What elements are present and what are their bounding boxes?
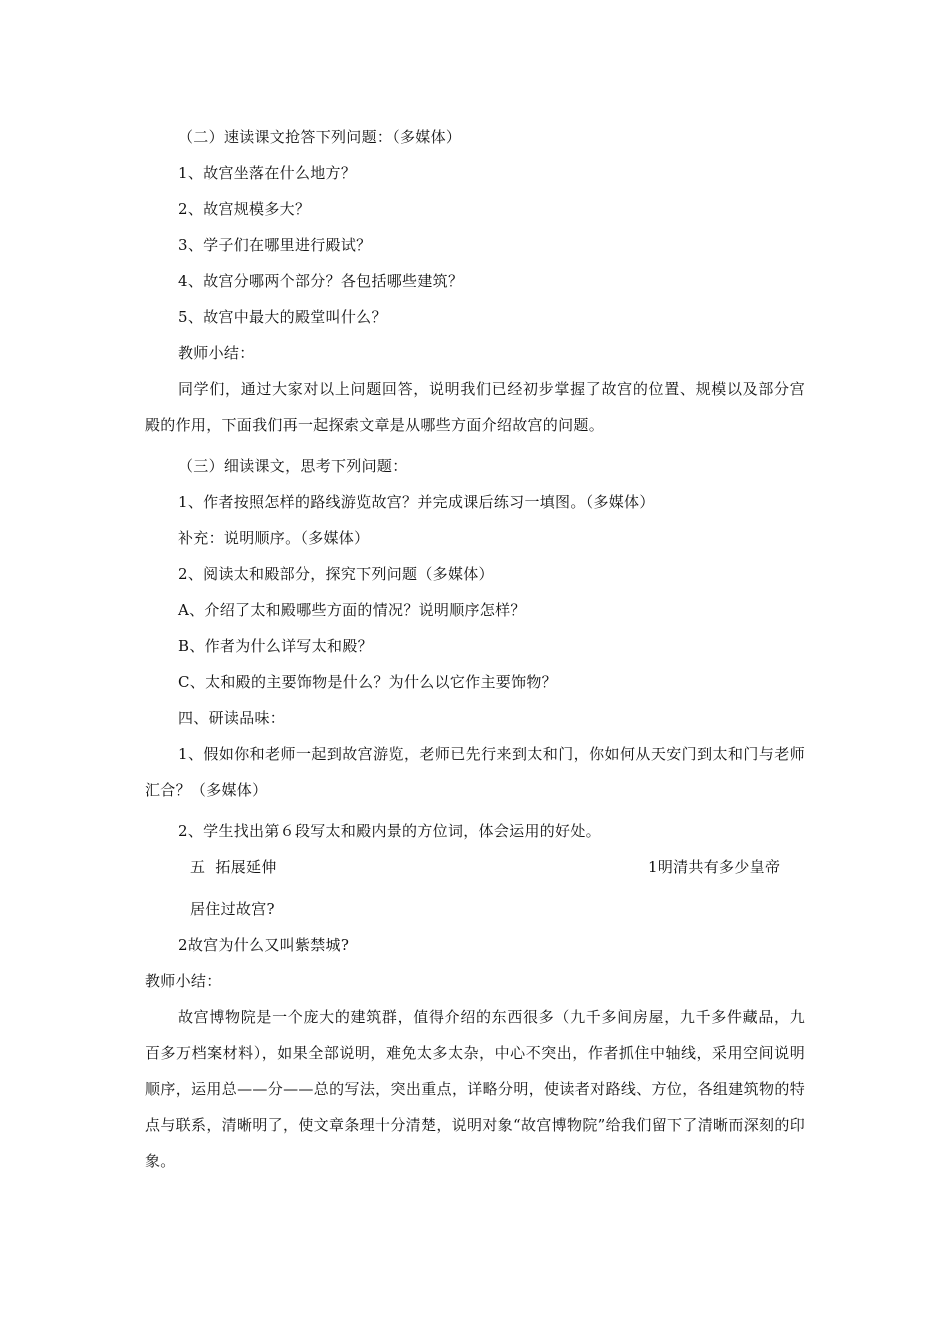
section-5-question-1-part-2: 居住过故宫?	[190, 900, 275, 918]
teacher-summary-label-1: 教师小结：	[178, 344, 255, 362]
section-3-question-a: A、介绍了太和殿哪些方面的情况？说明顺序怎样？	[178, 601, 526, 619]
question-2: 2、故宫规模多大？	[178, 200, 311, 218]
question-4: 4、故宫分哪两个部分？各包括哪些建筑？	[178, 272, 464, 290]
section-4-heading: 四、研读品味：	[178, 709, 286, 727]
teacher-summary-label-2: 教师小结：	[145, 972, 222, 990]
section-5-heading: 五 拓展延伸	[190, 858, 277, 876]
section-5-question-1-part-1: 1明清共有多少皇帝	[648, 858, 781, 876]
question-5: 5、故宫中最大的殿堂叫什么？	[178, 308, 387, 326]
question-3: 3、学子们在哪里进行殿试？	[178, 236, 372, 254]
section-4-question-1: 1、假如你和老师一起到故宫游览，老师已先行来到太和门，你如何从天安门到太和门与老师汇合？（多媒体）	[145, 745, 805, 799]
section-3-heading: （三）细读课文，思考下列问题：	[178, 457, 408, 475]
question-1: 1、故宫坐落在什么地方？	[178, 164, 357, 182]
section-3-question-c: C、太和殿的主要饰物是什么？为什么以它作主要饰物？	[178, 673, 557, 691]
teacher-summary-text-2: 故宫博物院是一个庞大的建筑群，值得介绍的东西很多（九千多间房屋，九千多件藏品，九百多万档案材料），如果全部说明，难免太多太杂，中心不突出，作者抓住中轴线，采用空间说明顺序，运用总——分——总的写法，突出重点，详略分明，使读者对路线、方位，各组建筑物的特点与联系，清晰明了，使文章条理十分清楚，说明对象“故宫博物院”给我们留下了清晰而深刻的印象。	[145, 1008, 805, 1170]
section-3-question-1: 1、作者按照怎样的路线游览故宫？并完成课后练习一填图。（多媒体）	[178, 493, 655, 511]
teacher-summary-text-1: 同学们，通过大家对以上问题回答，说明我们已经初步掌握了故宫的位置、规模以及部分宫殿的作用，下面我们再一起探索文章是从哪些方面介绍故宫的问题。	[145, 380, 805, 434]
section-4-question-2: 2、学生找出第６段写太和殿内景的方位词，体会运用的好处。	[178, 822, 601, 840]
section-3-question-2: 2、阅读太和殿部分，探究下列问题（多媒体）	[178, 565, 494, 583]
section-3-supplement: 补充：说明顺序。（多媒体）	[178, 529, 370, 547]
section-3-question-b: B、作者为什么详写太和殿？	[178, 637, 373, 655]
section-2-heading: （二）速读课文抢答下列问题：（多媒体）	[178, 128, 462, 146]
section-5-question-2: 2故宫为什么又叫紫禁城?	[178, 936, 350, 954]
